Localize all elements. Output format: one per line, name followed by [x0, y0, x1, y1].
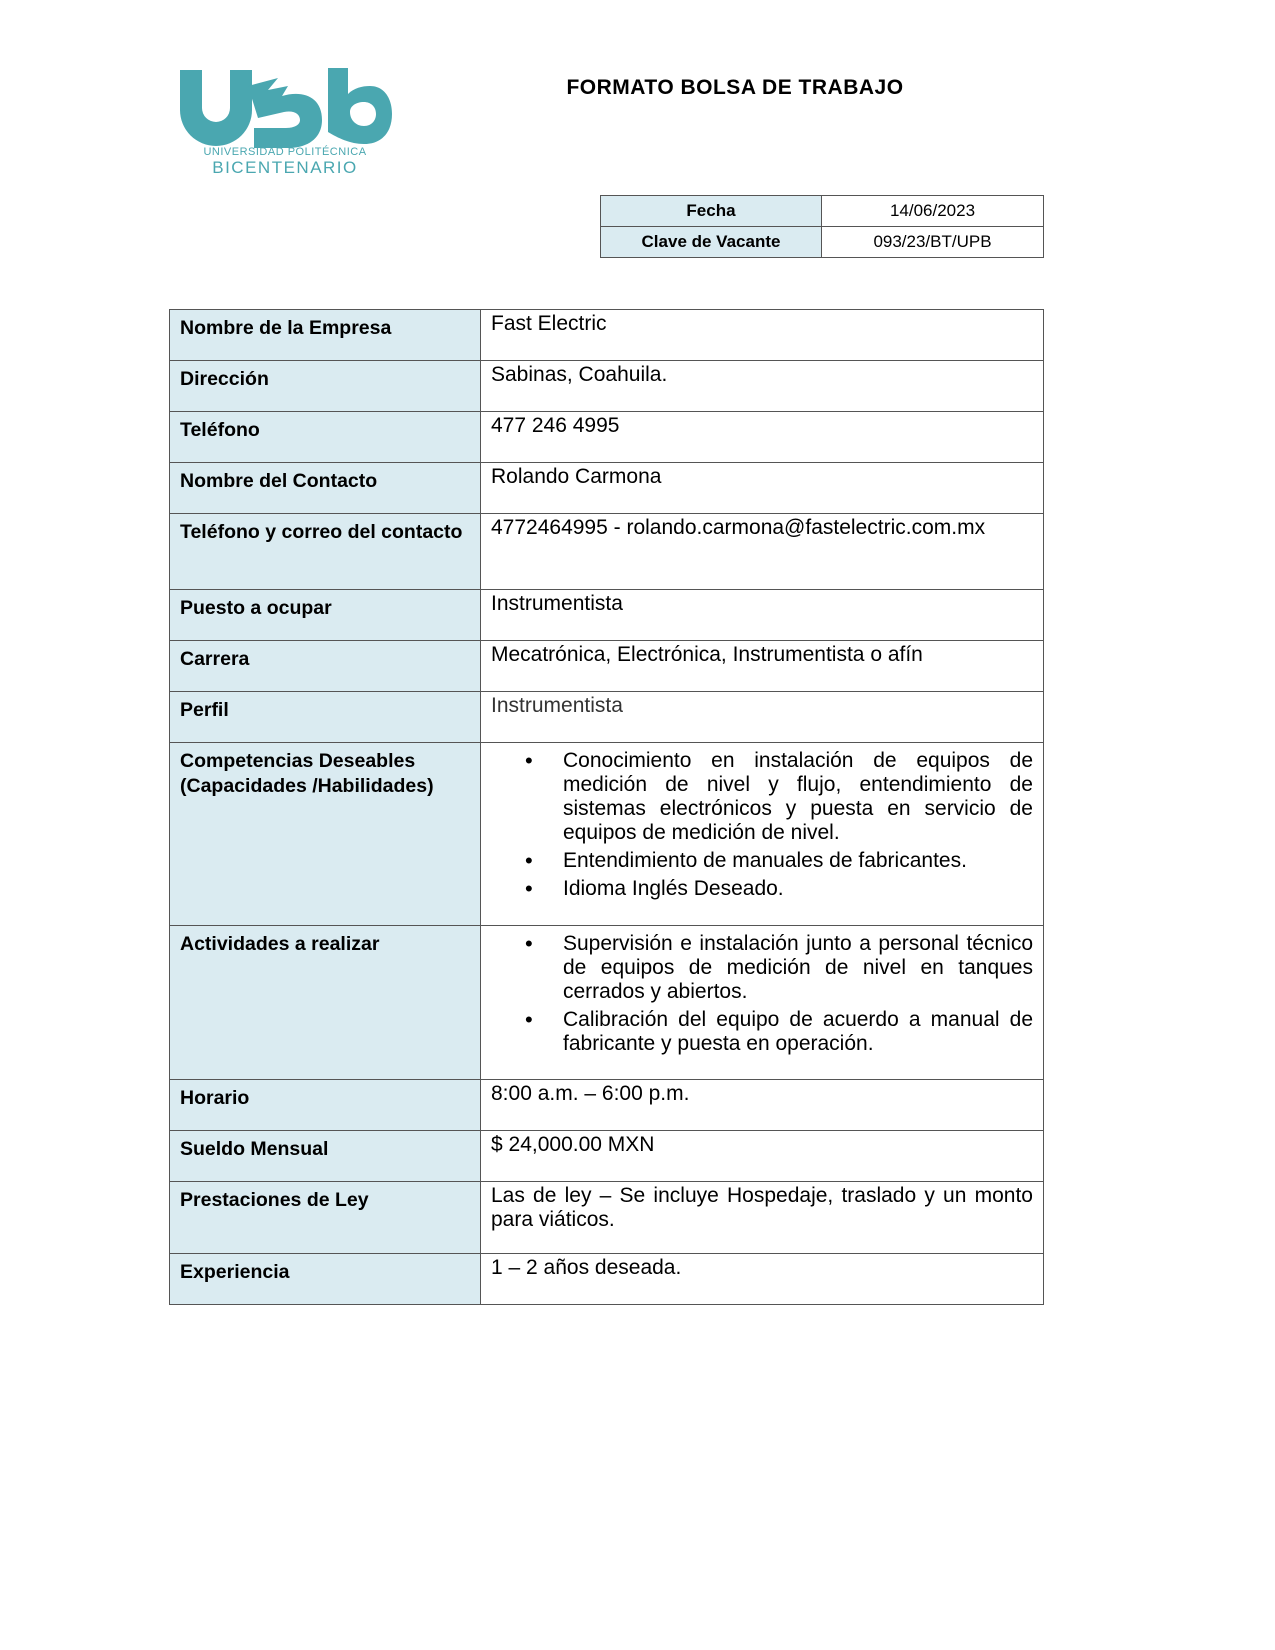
competencia-item: • Idioma Inglés Deseado.: [563, 877, 1033, 901]
actividad-item: • Calibración del equipo de acuerdo a manual de fabricante y puesta en operación.: [563, 1008, 1033, 1056]
logo-university-line: UNIVERSIDAD POLITÉCNICA: [203, 146, 367, 158]
document-title: FORMATO BOLSA DE TRABAJO: [566, 76, 904, 99]
carrera-value: Mecatrónica, Electrónica, Instrumentista o afín: [481, 641, 1044, 692]
prestaciones-value: Las de ley – Se incluye Hospedaje, traslado y un monto para viáticos.: [481, 1182, 1044, 1254]
meta-row-clave: [601, 227, 1044, 258]
meta-table: [600, 195, 1044, 258]
competencias-label: Competencias Deseables (Capacidades /Habilidades): [170, 743, 481, 926]
row-direccion: [170, 361, 1044, 412]
clave-vacante-value: 093/23/BT/UPB: [822, 227, 1044, 258]
sueldo-value: $ 24,000.00 MXN: [481, 1131, 1044, 1182]
direccion-value: Sabinas, Coahuila.: [481, 361, 1044, 412]
actividades-label: Actividades a realizar: [170, 926, 481, 1080]
row-empresa: [170, 310, 1044, 361]
fecha-label: Fecha: [601, 196, 822, 227]
row-actividades: [170, 926, 1044, 1080]
job-details-table: [169, 309, 1044, 1305]
horario-label: Horario: [170, 1080, 481, 1131]
direccion-label: Dirección: [170, 361, 481, 412]
puesto-label: Puesto a ocupar: [170, 590, 481, 641]
prestaciones-label: Prestaciones de Ley: [170, 1182, 481, 1254]
empresa-value: Fast Electric: [481, 310, 1044, 361]
telefono-label: Teléfono: [170, 412, 481, 463]
sueldo-label: Sueldo Mensual: [170, 1131, 481, 1182]
competencia-item: • Conocimiento en instalación de equipos de medición de nivel y flujo, entendimiento de sistemas electrónicos y puesta en servicio de equipos de medición de nivel.: [563, 749, 1033, 845]
clave-vacante-label: Clave de Vacante: [601, 227, 822, 258]
actividad-item: • Supervisión e instalación junto a personal técnico de equipos de medición de nivel en tanques cerrados y abiertos.: [563, 932, 1033, 1004]
fecha-value: 14/06/2023: [822, 196, 1044, 227]
row-horario: [170, 1080, 1044, 1131]
row-puesto: [170, 590, 1044, 641]
telefono-correo-value: 4772464995 - rolando.carmona@fastelectric.com.mx: [481, 514, 1044, 590]
actividades-value: [481, 926, 1044, 1080]
competencias-value: [481, 743, 1044, 926]
actividades-list: [491, 932, 1033, 1056]
meta-row-fecha: [601, 196, 1044, 227]
telefono-correo-label: Teléfono y correo del contacto: [170, 514, 481, 590]
row-sueldo: [170, 1131, 1044, 1182]
experiencia-label: Experiencia: [170, 1254, 481, 1305]
row-experiencia: [170, 1254, 1044, 1305]
row-carrera: [170, 641, 1044, 692]
empresa-label: Nombre de la Empresa: [170, 310, 481, 361]
row-competencias: [170, 743, 1044, 926]
contacto-label: Nombre del Contacto: [170, 463, 481, 514]
row-perfil: [170, 692, 1044, 743]
perfil-label: Perfil: [170, 692, 481, 743]
telefono-value: 477 246 4995: [481, 412, 1044, 463]
row-telefono: [170, 412, 1044, 463]
puesto-value: Instrumentista: [481, 590, 1044, 641]
horario-value: 8:00 a.m. – 6:00 p.m.: [481, 1080, 1044, 1131]
experiencia-value: 1 – 2 años deseada.: [481, 1254, 1044, 1305]
perfil-value: Instrumentista: [481, 692, 1044, 743]
logo-bicentenario-line: BICENTENARIO: [212, 158, 358, 177]
row-prestaciones: [170, 1182, 1044, 1254]
row-contacto: [170, 463, 1044, 514]
contacto-value: Rolando Carmona: [481, 463, 1044, 514]
competencia-item: • Entendimiento de manuales de fabricantes.: [563, 849, 1033, 873]
row-telefono-correo: [170, 514, 1044, 590]
competencias-list: [491, 749, 1033, 901]
carrera-label: Carrera: [170, 641, 481, 692]
